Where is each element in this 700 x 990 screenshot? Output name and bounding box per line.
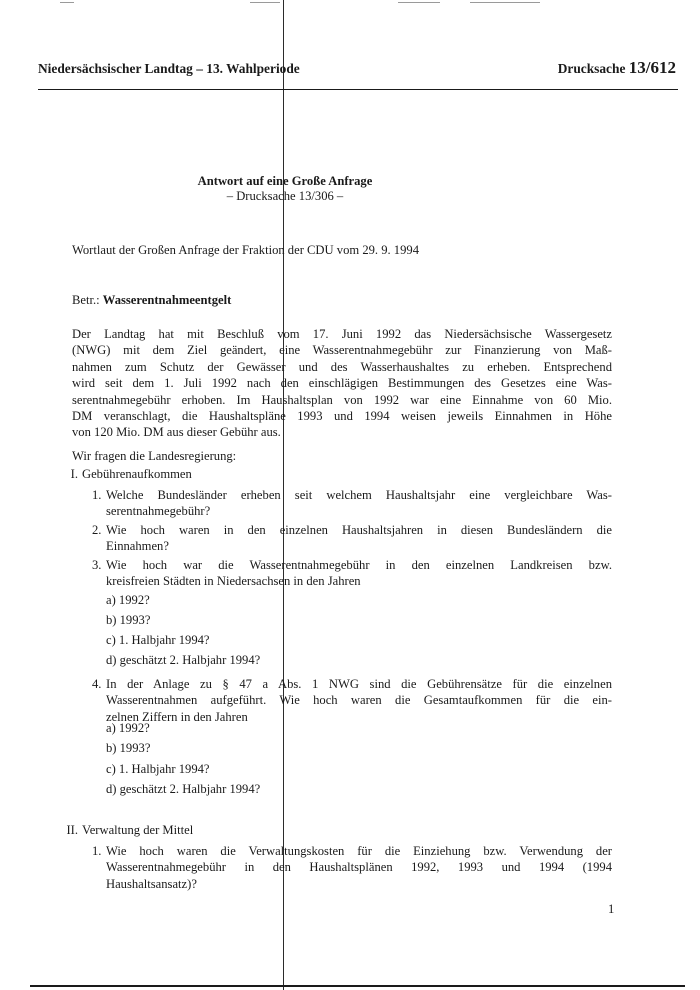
- scan-speck: [398, 2, 440, 3]
- question-item: [92, 557, 612, 590]
- scan-speck: [470, 2, 540, 3]
- question-line: serentnahmegebühr?: [106, 504, 211, 519]
- question-line: Einnahmen?: [106, 539, 169, 554]
- question-number: 3.: [92, 558, 102, 572]
- question-line: Wie hoch waren die Verwaltungskosten für die Einziehung bzw. Verwendung der: [106, 844, 612, 858]
- subject-prefix: Betr.:: [72, 293, 100, 307]
- subject-line: [72, 292, 231, 308]
- bottom-rule: [30, 985, 685, 987]
- section-title: Verwaltung der Mittel: [82, 823, 194, 837]
- sub-question: c) 1. Halbjahr 1994?: [106, 633, 210, 647]
- section-numeral: II.: [66, 823, 78, 837]
- paragraph-line: wird seit dem 1. Juli 1992 nach den einschlägigen Bestimmungen des Gesetzes eine Was-: [72, 376, 612, 391]
- question-item: [92, 487, 612, 520]
- sub-question: c) 1. Halbjahr 1994?: [106, 762, 210, 776]
- question-line: Welche Bundesländer erheben seit welchem Haushaltsjahr eine vergleichbare Was-: [106, 488, 612, 502]
- question-item: [92, 522, 612, 555]
- question-item: [92, 843, 612, 892]
- preamble-paragraph: [72, 326, 612, 441]
- question-number: 4.: [92, 677, 102, 691]
- sub-question: a) 1992?: [106, 593, 150, 607]
- paragraph-line: serentnahmegebühr erhoben. Im Haushaltsplan von 1992 war eine Einnahme von 60 Mio.: [72, 392, 612, 407]
- header-rule: [38, 89, 678, 90]
- question-line: kreisfreien Städten in Niedersachsen in den Jahren: [106, 574, 361, 589]
- header-parliament: Niedersächsischer Landtag – 13. Wahlperiode: [38, 61, 300, 76]
- question-line: Wie hoch waren in den einzelnen Haushaltsjahren in diesen Bundesländern die: [106, 523, 612, 537]
- header-doc-label: Drucksache: [557, 61, 626, 76]
- sub-question: d) geschätzt 2. Halbjahr 1994?: [106, 653, 261, 667]
- question-number: 1.: [92, 844, 102, 858]
- question-number: 1.: [92, 488, 102, 502]
- sub-question: d) geschätzt 2. Halbjahr 1994?: [106, 782, 261, 796]
- sub-question: a) 1992?: [106, 721, 150, 735]
- sub-question: b) 1993?: [106, 613, 151, 627]
- scan-speck: [60, 2, 74, 3]
- section-title: Gebührenaufkommen: [82, 467, 192, 481]
- paragraph-line: Der Landtag hat mit Beschluß vom 17. Juni 1992 das Niedersächsische Wassergesetz: [72, 327, 612, 341]
- document-title: Antwort auf eine Große Anfrage: [197, 174, 373, 188]
- question-number: 2.: [92, 523, 102, 537]
- page-number: 1: [608, 902, 615, 916]
- question-line: Wasserentnahmen aufgeführt. Wie hoch waren die Gesamtaufkommen für die ein-: [106, 693, 612, 708]
- scan-speck: [250, 2, 280, 3]
- question-line: Wasserentnahmegebühr in den Haushaltsplänen 1992, 1993 und 1994 (1994: [106, 860, 612, 875]
- question-line: Wie hoch war die Wasserentnahmegebühr in den einzelnen Landkreisen bzw.: [106, 558, 612, 572]
- page-header: [38, 58, 676, 81]
- section-numeral: I.: [70, 467, 78, 481]
- paragraph-line: (NWG) mit dem Ziel geändert, eine Wasserentnahmegebühr zur Finanzierung von Maß-: [72, 343, 612, 358]
- paragraph-line: nahmen zum Schutz der Gewässer und des Wasserhaushaltes zu erheben. Entsprechend: [72, 359, 612, 374]
- subject-value: Wasserentnahmeentgelt: [102, 293, 232, 307]
- header-document-id: [558, 58, 676, 78]
- question-line: zelnen Ziffern in den Jahren: [106, 709, 248, 724]
- question-intro: Wir fragen die Landesregierung:: [72, 449, 237, 463]
- document-reference: – Drucksache 13/306 –: [226, 189, 344, 203]
- question-item: [92, 676, 612, 725]
- paragraph-line: DM veranschlagt, die Haushaltspläne 1993 und 1994 weisen jeweils Einnahmen in Höhe: [72, 409, 612, 424]
- header-doc-number: 13/612: [628, 58, 676, 77]
- paragraph-line: von 120 Mio. DM aus dieser Gebühr aus.: [72, 425, 281, 440]
- question-line: In der Anlage zu § 47 a Abs. 1 NWG sind die Gebührensätze für die einzelnen: [106, 677, 612, 691]
- question-line: Haushaltsansatz)?: [106, 876, 197, 891]
- sub-question: b) 1993?: [106, 741, 151, 755]
- intro-line: Wortlaut der Großen Anfrage der Fraktion der CDU vom 29. 9. 1994: [72, 243, 419, 257]
